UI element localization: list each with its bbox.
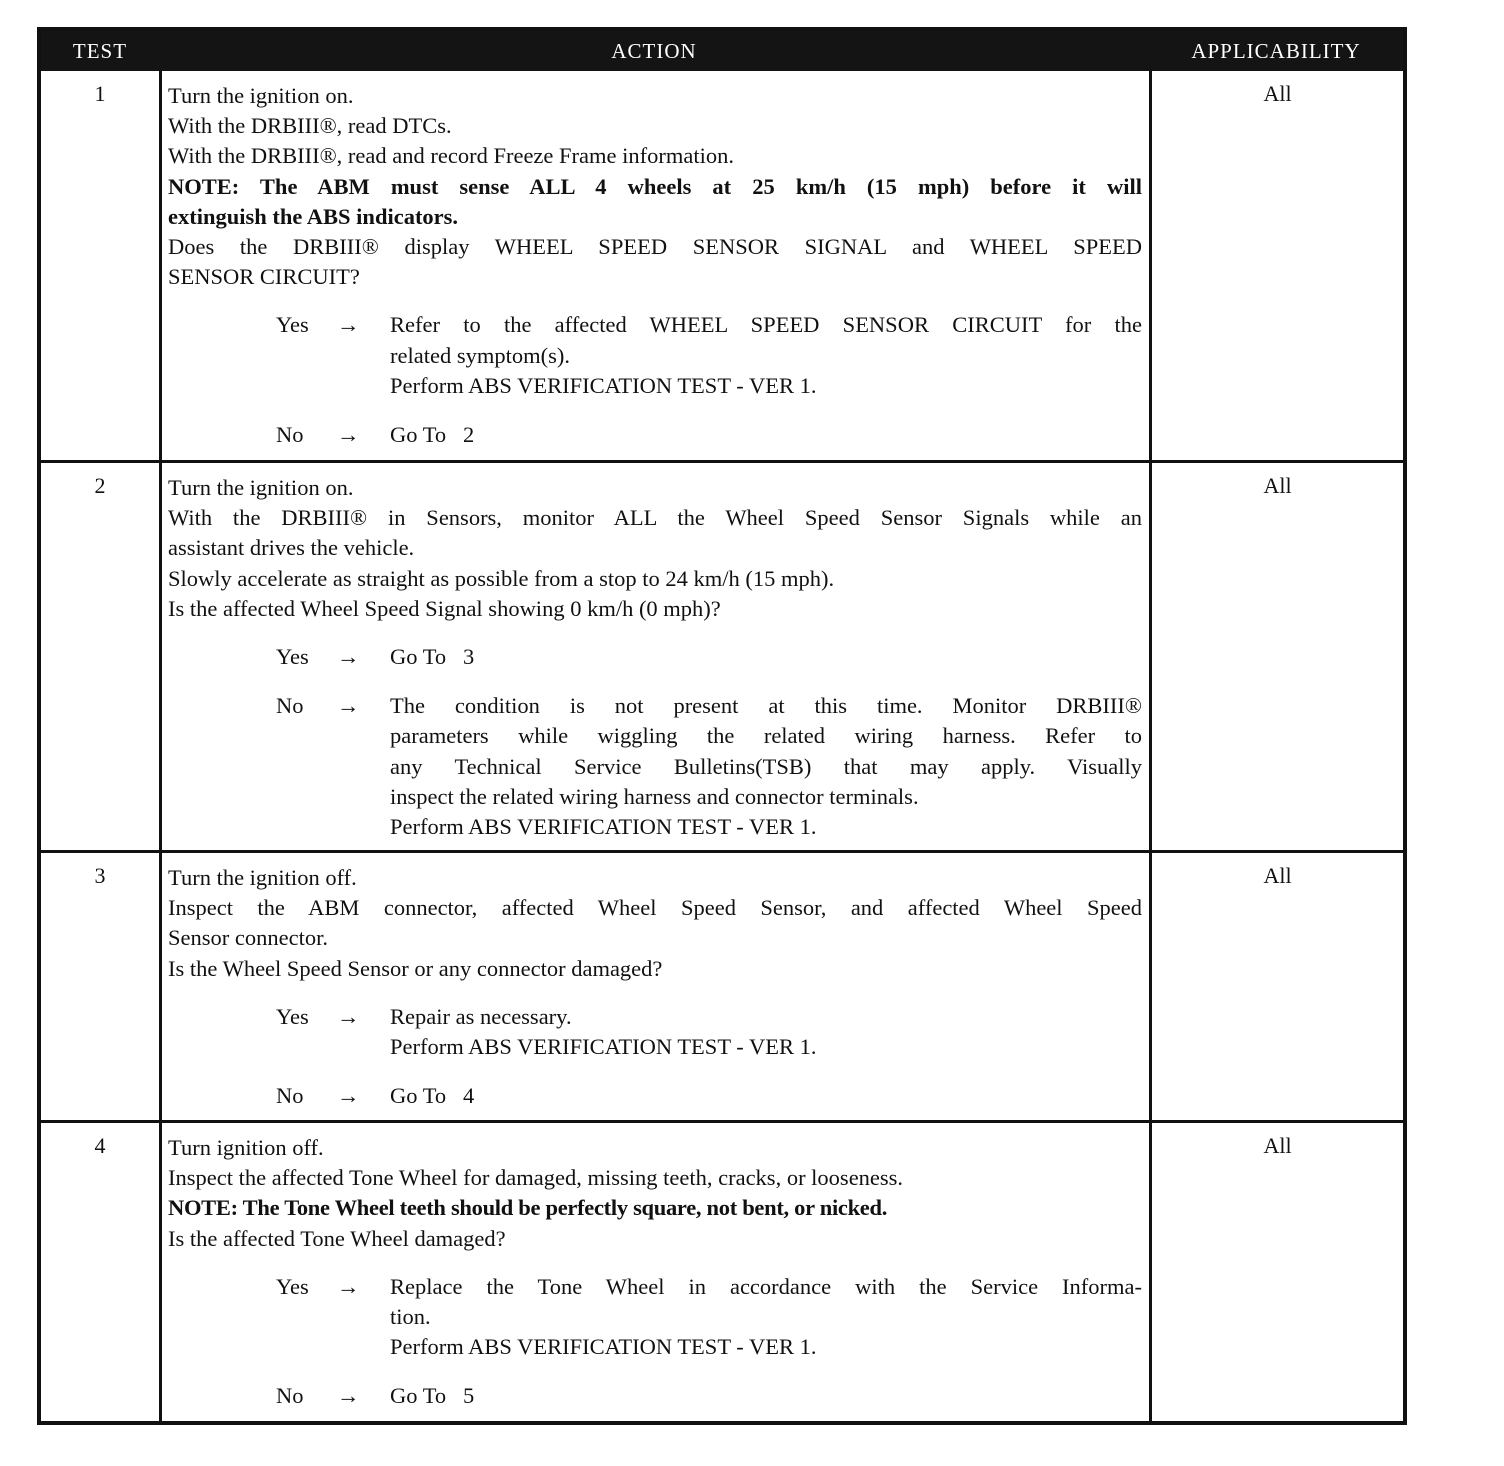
no-answer: [168, 420, 1142, 450]
table-row: [41, 71, 1403, 462]
table-row: [41, 460, 1403, 852]
action-cell: [168, 863, 1142, 1130]
arrow-right-icon: →: [337, 312, 360, 338]
table-row: [41, 1120, 1403, 1422]
note-line: NOTE: The Tone Wheel teeth should be perfectly square, not bent, or nicked.: [168, 1195, 888, 1221]
test-number: 3: [94, 863, 106, 888]
action-line: Sensor connector.: [168, 925, 328, 951]
answer-line: any Technical Service Bulletins(TSB) that may apply. Visually: [390, 753, 1142, 779]
action-line: assistant drives the vehicle.: [168, 535, 415, 561]
arrow-right-icon: →: [337, 1383, 360, 1409]
yes-answer: [168, 1002, 1142, 1062]
answer-line: Perform ABS VERIFICATION TEST - VER 1.: [390, 372, 817, 398]
header-action: ACTION: [611, 39, 697, 63]
question-line: Is the affected Tone Wheel damaged?: [168, 1225, 506, 1251]
header-applicability: APPLICABILITY: [1191, 39, 1361, 63]
test-number: 1: [94, 81, 106, 106]
action-line: Slowly accelerate as straight as possible from a stop to 24 km/h (15 mph).: [168, 565, 835, 591]
no-label: No: [276, 422, 304, 448]
no-label: No: [276, 1083, 304, 1109]
no-answer: [168, 1081, 1142, 1111]
no-label: No: [276, 1383, 304, 1409]
arrow-right-icon: →: [337, 422, 360, 448]
arrow-right-icon: →: [337, 1083, 360, 1109]
test-number: 4: [94, 1133, 106, 1158]
yes-label: Yes: [276, 312, 309, 338]
answer-line: Go To 4: [390, 1083, 475, 1109]
arrow-right-icon: →: [337, 693, 360, 719]
answer-line: Replace the Tone Wheel in accordance with the Service Informa-: [390, 1273, 1142, 1299]
applicability: All: [1263, 863, 1292, 888]
answer-line: related symptom(s).: [390, 342, 570, 368]
answer-line: The condition is not present at this time. Monitor DRBIII®: [390, 693, 1142, 719]
table-header: [41, 31, 1403, 71]
header-test: TEST: [72, 39, 128, 63]
question-line: Is the affected Wheel Speed Signal showing 0 km/h (0 mph)?: [168, 595, 721, 621]
question-line: Does the DRBIII® display WHEEL SPEED SENSOR SIGNAL and WHEEL SPEED: [168, 234, 1142, 260]
yes-answer: [168, 642, 1142, 672]
yes-label: Yes: [276, 1273, 309, 1299]
diagnostic-test-table: [37, 27, 1407, 1425]
note-line: extinguish the ABS indicators.: [168, 203, 459, 229]
table-row: [41, 850, 1403, 1122]
answer-line: Repair as necessary.: [390, 1003, 572, 1029]
action-line: With the DRBIII®, read DTCs.: [168, 113, 452, 139]
yes-label: Yes: [276, 1003, 309, 1029]
action-line: With the DRBIII®, read and record Freeze Frame information.: [168, 143, 734, 169]
answer-line: Perform ABS VERIFICATION TEST - VER 1.: [390, 1034, 817, 1060]
answer-line: Refer to the affected WHEEL SPEED SENSOR CIRCUIT for the: [390, 312, 1142, 338]
action-cell: [168, 81, 1142, 469]
answer-line: parameters while wiggling the related wiring harness. Refer to: [390, 723, 1142, 749]
yes-answer: [168, 310, 1142, 401]
answer-line: Go To 2: [390, 422, 475, 448]
action-line: Turn ignition off.: [168, 1135, 324, 1160]
applicability: All: [1263, 1133, 1292, 1158]
question-line: SENSOR CIRCUIT?: [168, 264, 360, 290]
note-line: NOTE: The ABM must sense ALL 4 wheels at 25 km/h (15 mph) before it will: [168, 173, 1142, 199]
arrow-right-icon: →: [337, 1273, 360, 1299]
answer-line: Perform ABS VERIFICATION TEST - VER 1.: [390, 814, 817, 840]
arrow-right-icon: →: [337, 1003, 360, 1029]
action-cell: [168, 1133, 1142, 1431]
answer-line: Perform ABS VERIFICATION TEST - VER 1.: [390, 1334, 817, 1360]
no-label: No: [276, 693, 304, 719]
applicability: All: [1263, 473, 1292, 498]
arrow-right-icon: →: [337, 644, 360, 670]
question-line: Is the Wheel Speed Sensor or any connector damaged?: [168, 955, 663, 981]
yes-label: Yes: [276, 644, 309, 670]
answer-line: tion.: [390, 1304, 431, 1330]
yes-answer: [168, 1272, 1142, 1363]
action-line: Inspect the affected Tone Wheel for damaged, missing teeth, cracks, or looseness.: [168, 1165, 904, 1191]
applicability: All: [1263, 81, 1292, 106]
answer-line: Go To 3: [390, 644, 475, 670]
action-line: Turn the ignition on.: [168, 475, 354, 500]
action-line: Inspect the ABM connector, affected Wheel Speed Sensor, and affected Wheel Speed: [168, 895, 1142, 921]
action-line: With the DRBIII® in Sensors, monitor ALL the Wheel Speed Sensor Signals while an: [168, 505, 1142, 531]
test-number: 2: [94, 473, 106, 498]
action-line: Turn the ignition on.: [168, 83, 354, 108]
action-line: Turn the ignition off.: [168, 865, 357, 890]
answer-line: inspect the related wiring harness and connector terminals.: [390, 783, 919, 809]
action-cell: [168, 473, 1142, 861]
no-answer: [168, 1381, 1142, 1411]
no-answer: [168, 691, 1142, 842]
answer-line: Go To 5: [390, 1383, 475, 1409]
